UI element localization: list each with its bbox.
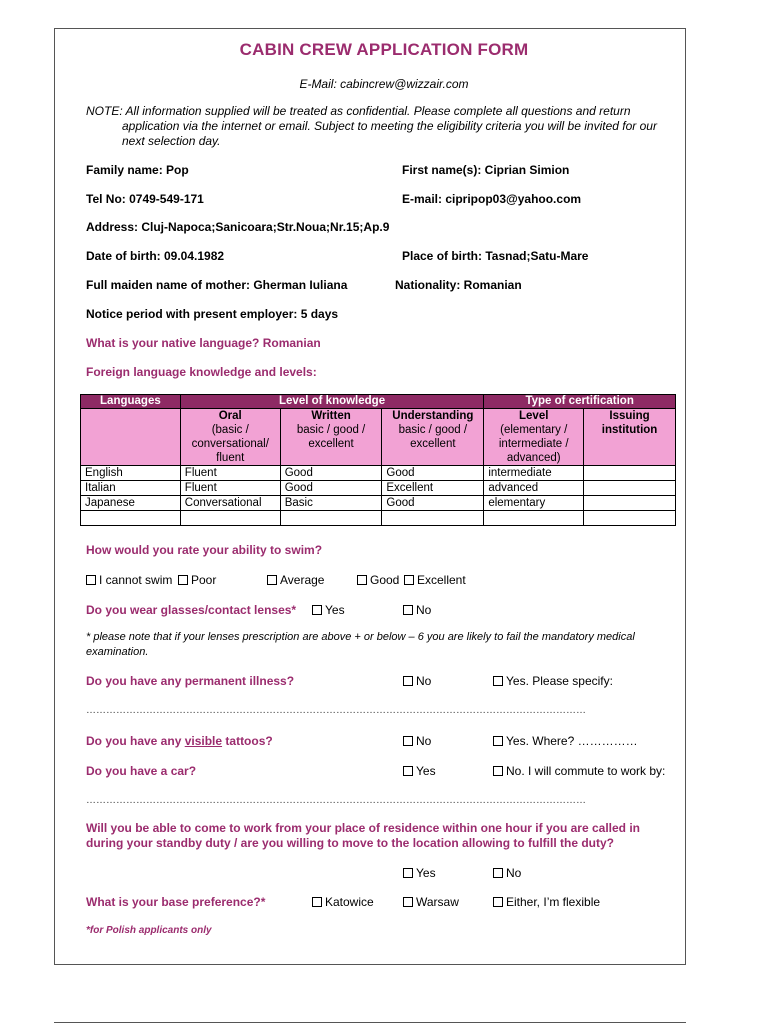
checkbox-icon[interactable] — [404, 575, 414, 585]
checkbox-icon[interactable] — [493, 868, 503, 878]
car-option-no[interactable]: No. I will commute to work by: — [493, 764, 665, 778]
language-table — [80, 394, 676, 526]
cell-oral[interactable]: Conversational — [180, 496, 280, 511]
subheader-written: Written basic / good / excellent — [280, 409, 382, 466]
glasses-question: Do you wear glasses/contact lenses* — [86, 603, 297, 617]
cell-understanding[interactable]: Excellent — [382, 481, 484, 496]
commute-question-line-2: during your standby duty / are you willing to move to the location allowing to fulfill the duty? — [86, 836, 615, 850]
lenses-note-line-2: examination. — [86, 646, 149, 658]
swim-option-good[interactable]: Good — [357, 573, 399, 587]
subheader-understanding: Understanding basic / good / excellent — [382, 409, 484, 466]
subheader-blank — [81, 409, 181, 466]
cell-institution[interactable] — [584, 481, 676, 496]
checkbox-icon[interactable] — [267, 575, 277, 585]
glasses-option-no[interactable]: No — [403, 603, 431, 617]
foreign-language-heading: Foreign language knowledge and levels: — [86, 365, 317, 379]
cell-written[interactable]: Good — [280, 466, 382, 481]
checkbox-icon[interactable] — [493, 676, 503, 686]
checkbox-icon[interactable] — [312, 605, 322, 615]
maiden-name-field[interactable]: Full maiden name of mother: Gherman Iuliana — [86, 278, 348, 292]
dob-field[interactable]: Date of birth: 09.04.1982 — [86, 249, 225, 263]
nationality-field[interactable]: Nationality: Romanian — [395, 278, 522, 292]
header-level-of-knowledge: Level of knowledge — [180, 395, 484, 409]
commute-specify-line[interactable]: …………………………………………………………………………………………………………………………………… — [86, 795, 586, 806]
note-line-3: next selection day. — [122, 134, 221, 148]
contact-email: E-Mail: cabincrew@wizzair.com — [299, 77, 469, 91]
cell-level[interactable]: intermediate — [484, 466, 584, 481]
swim-question: How would you rate your ability to swim? — [86, 543, 323, 557]
cell-understanding[interactable]: Good — [382, 466, 484, 481]
checkbox-icon[interactable] — [403, 766, 413, 776]
cell-understanding[interactable]: Good — [382, 496, 484, 511]
cell-written[interactable]: Basic — [280, 496, 382, 511]
subheader-oral: Oral (basic / conversational/ fluent — [180, 409, 280, 466]
cell-institution[interactable] — [584, 496, 676, 511]
form-title: CABIN CREW APPLICATION FORM — [239, 40, 529, 59]
header-type-of-certification: Type of certification — [484, 395, 676, 409]
pob-field[interactable]: Place of birth: Tasnad;Satu-Mare — [402, 249, 589, 263]
checkbox-icon[interactable] — [403, 605, 413, 615]
address-field[interactable]: Address: Cluj-Napoca;Sanicoara;Str.Noua;Nr.15;Ap.9 — [86, 220, 390, 234]
tattoos-question: Do you have any visible tattoos? — [86, 734, 273, 748]
checkbox-icon[interactable] — [312, 897, 322, 907]
checkbox-icon[interactable] — [178, 575, 188, 585]
commute-question-line-1: Will you be able to come to work from your place of residence within one hour if you are called in — [86, 821, 640, 835]
cell-understanding[interactable] — [382, 511, 484, 526]
commute-option-no[interactable]: No — [493, 866, 521, 880]
note-line-2: application via the internet or email. Subject to meeting the eligibility criteria you will be invited for our — [122, 119, 657, 133]
family-name-field[interactable]: Family name: Pop — [86, 163, 189, 177]
swim-option-cannot[interactable]: I cannot swim — [86, 573, 172, 587]
table-row — [81, 481, 676, 496]
checkbox-icon[interactable] — [493, 766, 503, 776]
cell-language[interactable] — [81, 511, 181, 526]
checkbox-icon[interactable] — [403, 676, 413, 686]
next-page-divider — [54, 1022, 686, 1023]
car-option-yes[interactable]: Yes — [403, 764, 436, 778]
illness-option-yes[interactable]: Yes. Please specify: — [493, 674, 613, 688]
base-option-katowice[interactable]: Katowice — [312, 895, 374, 909]
table-row — [81, 511, 676, 526]
cell-institution[interactable] — [584, 511, 676, 526]
email-field[interactable]: E-mail: cipripop03@yahoo.com — [402, 192, 582, 206]
checkbox-icon[interactable] — [403, 868, 413, 878]
illness-specify-line[interactable]: …………………………………………………………………………………………………………………………………… — [86, 705, 586, 716]
cell-oral[interactable]: Fluent — [180, 481, 280, 496]
cell-written[interactable]: Good — [280, 481, 382, 496]
native-language-question: What is your native language? Romanian — [86, 336, 321, 350]
tattoos-option-no[interactable]: No — [403, 734, 431, 748]
cell-institution[interactable] — [584, 466, 676, 481]
cell-oral[interactable] — [180, 511, 280, 526]
tattoos-option-yes[interactable]: Yes. Where? …………… — [493, 734, 638, 748]
table-row — [81, 496, 676, 511]
note-line-1: NOTE: All information supplied will be treated as confidential. Please complete all questions and return — [86, 104, 631, 118]
cell-language[interactable]: Japanese — [81, 496, 181, 511]
checkbox-icon[interactable] — [403, 736, 413, 746]
table-row — [81, 466, 676, 481]
cell-written[interactable] — [280, 511, 382, 526]
illness-option-no[interactable]: No — [403, 674, 431, 688]
cell-oral[interactable]: Fluent — [180, 466, 280, 481]
swim-option-average[interactable]: Average — [267, 573, 324, 587]
illness-question: Do you have any permanent illness? — [86, 674, 295, 688]
checkbox-icon[interactable] — [357, 575, 367, 585]
swim-option-poor[interactable]: Poor — [178, 573, 216, 587]
cell-language[interactable]: Italian — [81, 481, 181, 496]
header-languages: Languages — [81, 395, 181, 409]
cell-level[interactable]: elementary — [484, 496, 584, 511]
lenses-note-line-1: * please note that if your lenses prescription are above + or below – 6 you are likely to fail the mandatory medical — [86, 631, 635, 643]
subheader-issuing-institution: Issuing institution — [584, 409, 676, 466]
checkbox-icon[interactable] — [403, 897, 413, 907]
base-option-either[interactable]: Either, I’m flexible — [493, 895, 600, 909]
checkbox-icon[interactable] — [86, 575, 96, 585]
tel-field[interactable]: Tel No: 0749-549-171 — [86, 192, 204, 206]
glasses-option-yes[interactable]: Yes — [312, 603, 345, 617]
cell-language[interactable]: English — [81, 466, 181, 481]
subheader-level: Level (elementary / intermediate / advanced) — [484, 409, 584, 466]
base-option-warsaw[interactable]: Warsaw — [403, 895, 459, 909]
cell-level[interactable] — [484, 511, 584, 526]
confidentiality-note — [86, 104, 676, 149]
notice-period-field[interactable]: Notice period with present employer: 5 days — [86, 307, 339, 321]
swim-option-excellent[interactable]: Excellent — [404, 573, 466, 587]
polish-applicants-note: *for Polish applicants only — [86, 925, 212, 936]
base-preference-question: What is your base preference?* — [86, 895, 266, 909]
cell-level[interactable]: advanced — [484, 481, 584, 496]
car-question: Do you have a car? — [86, 764, 197, 778]
checkbox-icon[interactable] — [493, 897, 503, 907]
checkbox-icon[interactable] — [493, 736, 503, 746]
commute-option-yes[interactable]: Yes — [403, 866, 436, 880]
first-name-field[interactable]: First name(s): Ciprian Simion — [402, 163, 570, 177]
